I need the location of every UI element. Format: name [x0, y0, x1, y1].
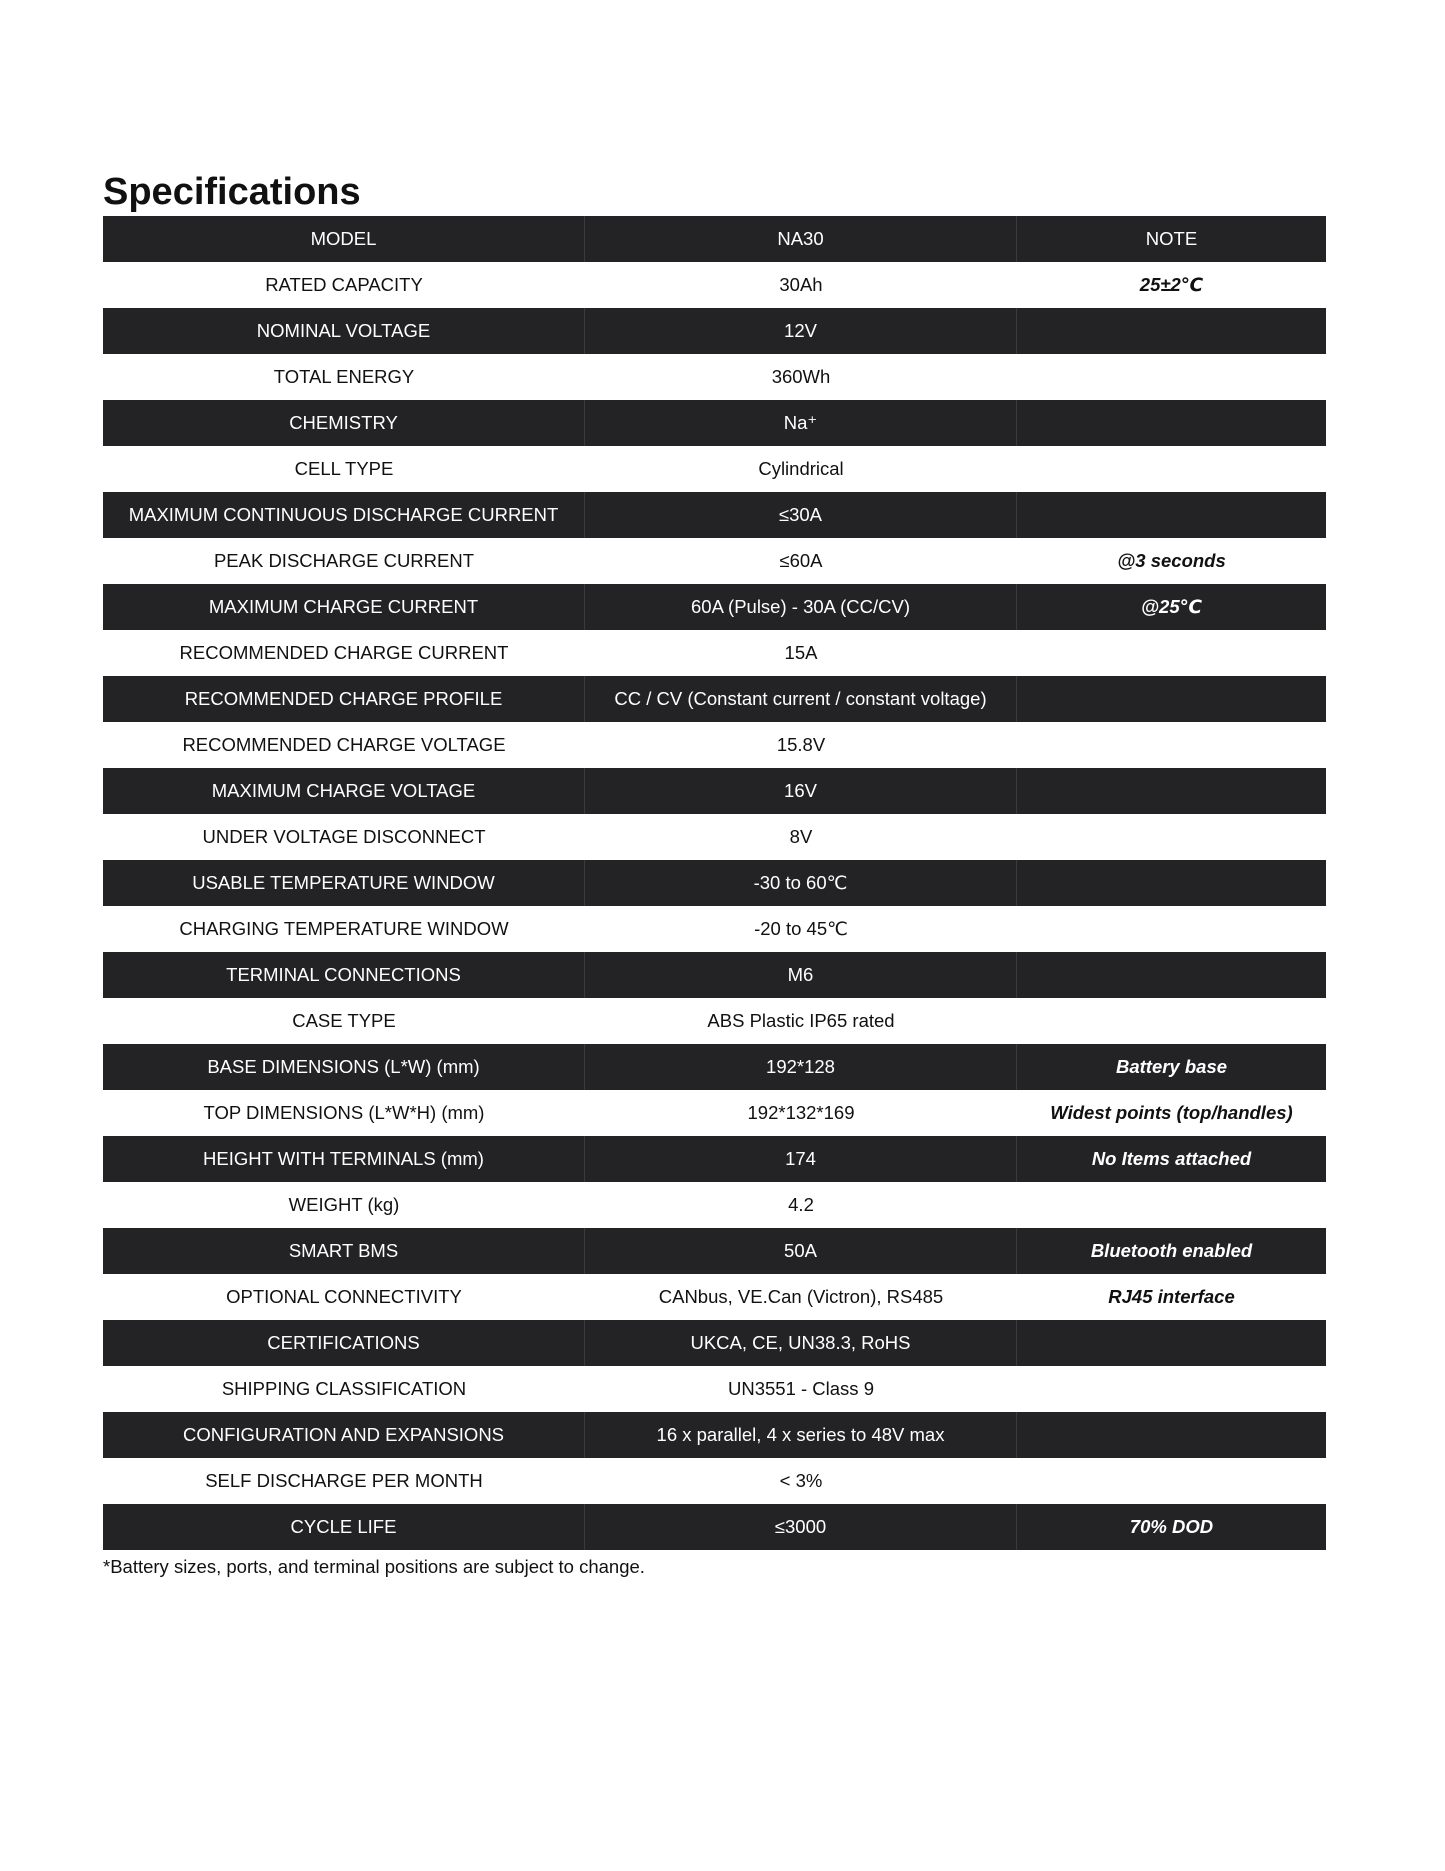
spec-note-cell [1017, 676, 1326, 722]
spec-label-cell: SHIPPING CLASSIFICATION [221, 1378, 467, 1399]
table-row [103, 1458, 1326, 1504]
spec-note-cell: 25±2℃ [1139, 274, 1204, 295]
spec-note-cell [1017, 630, 1326, 676]
table-row [103, 446, 1326, 492]
spec-note-cell: No Items attached [1091, 1148, 1252, 1169]
spec-note-cell [1017, 1458, 1326, 1504]
spec-value-cell: CANbus, VE.Can (Victron), RS485 [658, 1286, 944, 1307]
spec-label-cell: PEAK DISCHARGE CURRENT [213, 550, 475, 571]
spec-note-cell [1017, 1412, 1326, 1458]
table-row [103, 814, 1326, 860]
spec-value-cell: 192*132*169 [747, 1102, 855, 1123]
spec-value-cell: ≤3000 [585, 1504, 1017, 1550]
table-row [103, 1090, 1326, 1136]
spec-label-cell: BASE DIMENSIONS (L*W) (mm) [103, 1044, 585, 1090]
table-row [103, 400, 1326, 446]
spec-note-cell [1017, 1182, 1326, 1228]
spec-label-cell: MAXIMUM CHARGE CURRENT [103, 584, 585, 630]
table-row [103, 354, 1326, 400]
table-row [103, 722, 1326, 768]
spec-value-cell: < 3% [779, 1470, 823, 1491]
header-model-value-cell: NA30 [585, 216, 1017, 262]
spec-label-cell: CYCLE LIFE [103, 1504, 585, 1550]
header-note-cell: NOTE [1145, 228, 1198, 249]
spec-label-cell: OPTIONAL CONNECTIVITY [226, 1286, 462, 1307]
spec-note-cell [1017, 492, 1326, 538]
spec-label-cell: NOMINAL VOLTAGE [103, 308, 585, 354]
table-row [103, 262, 1326, 308]
spec-note-cell [1017, 308, 1326, 354]
table-row [103, 1136, 1326, 1182]
table-row [103, 1412, 1326, 1458]
spec-label-cell: SELF DISCHARGE PER MONTH [205, 1470, 483, 1491]
table-row [103, 630, 1326, 676]
spec-value-cell: 174 [585, 1136, 1017, 1182]
table-row [103, 998, 1326, 1044]
spec-note-cell [1017, 952, 1326, 998]
spec-label-cell: USABLE TEMPERATURE WINDOW [103, 860, 585, 906]
spec-label-cell: UNDER VOLTAGE DISCONNECT [202, 826, 486, 847]
spec-value-cell: ≤30A [585, 492, 1017, 538]
spec-note-cell: Battery base [1115, 1056, 1228, 1077]
table-row [103, 1228, 1326, 1274]
spec-note-cell [1017, 400, 1326, 446]
spec-note-cell: @25℃ [1140, 596, 1203, 617]
table-row [103, 538, 1326, 584]
spec-value-cell: UN3551 - Class 9 [727, 1378, 874, 1399]
spec-note-cell [1017, 722, 1326, 768]
spec-label-cell: CONFIGURATION AND EXPANSIONS [103, 1412, 585, 1458]
spec-value-cell: 4.2 [788, 1194, 814, 1215]
spec-note-cell: RJ45 interface [1108, 1286, 1235, 1307]
spec-value-cell: 15.8V [776, 734, 826, 755]
spec-label-cell: TOP DIMENSIONS (L*W*H) (mm) [203, 1102, 485, 1123]
spec-label-cell: MAXIMUM CONTINUOUS DISCHARGE CURRENT [103, 492, 585, 538]
spec-label-cell: RECOMMENDED CHARGE PROFILE [103, 676, 585, 722]
spec-label-cell: TERMINAL CONNECTIONS [103, 952, 585, 998]
spec-value-cell: 192*128 [585, 1044, 1017, 1090]
table-row [103, 1366, 1326, 1412]
spec-label-cell: RECOMMENDED CHARGE VOLTAGE [182, 734, 506, 755]
spec-note-cell [1017, 814, 1326, 860]
spec-value-cell: 15A [784, 642, 818, 663]
spec-note-cell: @3 seconds [1117, 550, 1226, 571]
page-title: Specifications [103, 171, 361, 213]
spec-value-cell: 50A [585, 1228, 1017, 1274]
spec-label-cell: CASE TYPE [292, 1010, 396, 1031]
spec-value-cell: 16 x parallel, 4 x series to 48V max [585, 1412, 1017, 1458]
spec-note-cell [1017, 354, 1326, 400]
spec-note-cell [1017, 768, 1326, 814]
spec-label-cell: WEIGHT (kg) [288, 1194, 400, 1215]
spec-value-cell: Cylindrical [758, 458, 844, 479]
table-row [103, 952, 1326, 998]
spec-label-cell: CERTIFICATIONS [103, 1320, 585, 1366]
spec-label-cell: CHEMISTRY [103, 400, 585, 446]
spec-value-cell: 60A (Pulse) - 30A (CC/CV) [585, 584, 1017, 630]
spec-value-cell: CC / CV (Constant current / constant voltage) [585, 676, 1017, 722]
spec-value-cell: 16V [585, 768, 1017, 814]
spec-value-cell: ≤60A [779, 550, 823, 571]
spec-note-cell [1017, 906, 1326, 952]
spec-value-cell: 8V [789, 826, 813, 847]
table-body [103, 262, 1326, 1550]
spec-note-cell: 70% DOD [1129, 1516, 1214, 1537]
specifications-table [103, 216, 1326, 1550]
spec-value-cell: UKCA, CE, UN38.3, RoHS [585, 1320, 1017, 1366]
spec-value-cell: -30 to 60℃ [585, 860, 1017, 906]
table-row [103, 860, 1326, 906]
spec-note-cell: Widest points (top/handles) [1050, 1102, 1293, 1123]
table-row [103, 308, 1326, 354]
table-row [103, 768, 1326, 814]
table-row [103, 676, 1326, 722]
spec-note-cell: Bluetooth enabled [1090, 1240, 1253, 1261]
spec-value-cell: Na⁺ [585, 400, 1017, 446]
spec-value-cell: M6 [585, 952, 1017, 998]
table-header-row [103, 216, 1326, 262]
footnote: *Battery sizes, ports, and terminal positions are subject to change. [103, 1556, 645, 1577]
spec-note-cell [1017, 1320, 1326, 1366]
table-row [103, 1274, 1326, 1320]
spec-value-cell: 360Wh [771, 366, 831, 387]
spec-note-cell [1017, 998, 1326, 1044]
spec-label-cell: RATED CAPACITY [265, 274, 423, 295]
spec-note-cell [1017, 1366, 1326, 1412]
spec-label-cell: CHARGING TEMPERATURE WINDOW [179, 918, 509, 939]
table-row [103, 1044, 1326, 1090]
spec-label-cell: HEIGHT WITH TERMINALS (mm) [103, 1136, 585, 1182]
spec-value-cell: -20 to 45℃ [754, 918, 848, 939]
table-row [103, 1504, 1326, 1550]
table-row [103, 906, 1326, 952]
spec-label-cell: TOTAL ENERGY [273, 366, 415, 387]
table-row [103, 584, 1326, 630]
table-row [103, 1182, 1326, 1228]
header-model-cell: MODEL [103, 216, 585, 262]
spec-label-cell: RECOMMENDED CHARGE CURRENT [179, 642, 509, 663]
table-row [103, 1320, 1326, 1366]
spec-value-cell: ABS Plastic IP65 rated [707, 1010, 895, 1031]
spec-value-cell: 12V [585, 308, 1017, 354]
spec-note-cell [1017, 860, 1326, 906]
spec-note-cell [1017, 446, 1326, 492]
spec-label-cell: CELL TYPE [294, 458, 394, 479]
spec-value-cell: 30Ah [779, 274, 823, 295]
table-row [103, 492, 1326, 538]
spec-label-cell: SMART BMS [103, 1228, 585, 1274]
spec-label-cell: MAXIMUM CHARGE VOLTAGE [103, 768, 585, 814]
